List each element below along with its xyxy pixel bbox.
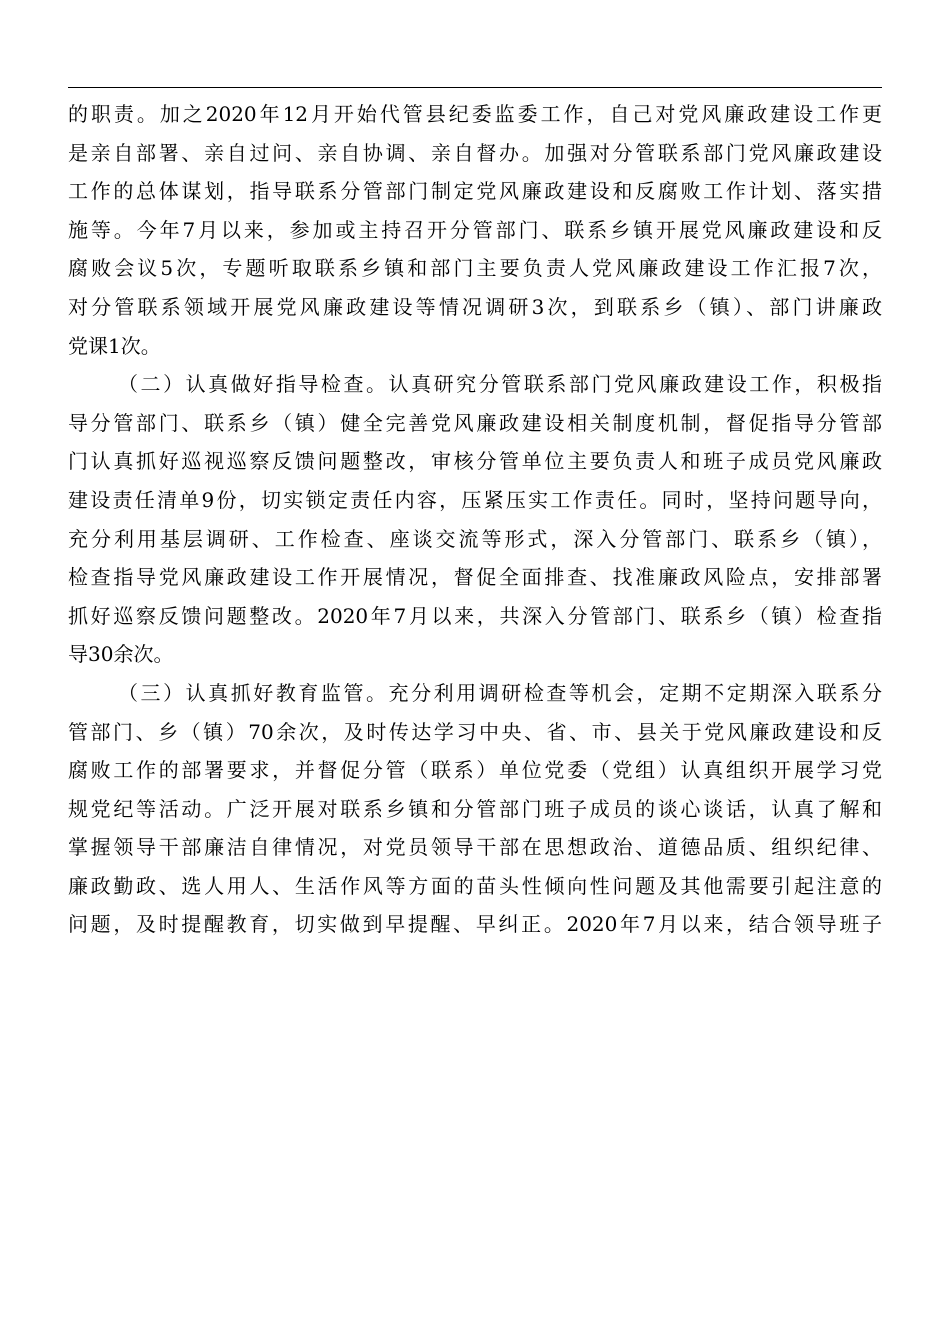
text-line: 对分管联系领域开展党风廉政建设等情况调研3次，到联系乡（镇）、部门讲廉政 [68, 294, 882, 319]
text-line: 导30余次。 [68, 642, 174, 667]
text-line: 的职责。加之2020年12月开始代管县纪委监委工作，自己对党风廉政建设工作更 [68, 102, 882, 126]
text-line: 充分利用基层调研、工作检查、座谈交流等形式，深入分管部门、联系乡（镇）， [68, 526, 882, 551]
paragraph-heading-line: （三）认真抓好教育监管。充分利用调研检查等机会，定期不定期深入联系分 [118, 680, 882, 705]
text-line: 掌握领导干部廉洁自律情况，对党员领导干部在思想政治、道德品质、组织纪律、 [68, 835, 882, 860]
text-line: 门认真抓好巡视巡察反馈问题整改，审核分管单位主要负责人和班子成员党风廉政 [68, 449, 882, 474]
text-line: 施等。今年7月以来，参加或主持召开分管部门、联系乡镇开展党风廉政建设和反 [68, 217, 882, 242]
text-line: 检查指导党风廉政建设工作开展情况，督促全面排查、找准廉政风险点，安排部署 [68, 565, 882, 590]
text-line: 规党纪等活动。广泛开展对联系乡镇和分管部门班子成员的谈心谈话，认真了解和 [68, 796, 882, 821]
document-body [68, 95, 882, 944]
text-line: 管部门、乡（镇）70余次，及时传达学习中央、省、市、县关于党风廉政建设和反 [68, 719, 882, 744]
text-line: 腐败会议5次，专题听取联系乡镇和部门主要负责人党风廉政建设工作汇报7次， [68, 256, 882, 281]
text-line: 抓好巡察反馈问题整改。2020年7月以来，共深入分管部门、联系乡（镇）检查指 [68, 603, 882, 628]
text-line: 工作的总体谋划，指导联系分管部门制定党风廉政建设和反腐败工作计划、落实措 [68, 179, 882, 204]
paragraph-heading-line: （二）认真做好指导检查。认真研究分管联系部门党风廉政建设工作，积极指 [118, 372, 882, 397]
text-line: 党课1次。 [68, 333, 161, 358]
text-line: 是亲自部署、亲自过问、亲自协调、亲自督办。加强对分管联系部门党风廉政建设 [68, 140, 882, 165]
text-line: 建设责任清单9份，切实锁定责任内容，压紧压实工作责任。同时，坚持问题导向， [68, 487, 882, 512]
text-line: 廉政勤政、选人用人、生活作风等方面的苗头性倾向性问题及其他需要引起注意的 [68, 873, 882, 898]
text-line: 导分管部门、联系乡（镇）健全完善党风廉政建设相关制度机制，督促指导分管部 [68, 410, 882, 435]
text-line: 问题，及时提醒教育，切实做到早提醒、早纠正。2020年7月以来，结合领导班子 [68, 912, 882, 937]
header-rule [68, 87, 882, 88]
text-line: 腐败工作的部署要求，并督促分管（联系）单位党委（党组）认真组织开展学习党 [68, 758, 882, 783]
